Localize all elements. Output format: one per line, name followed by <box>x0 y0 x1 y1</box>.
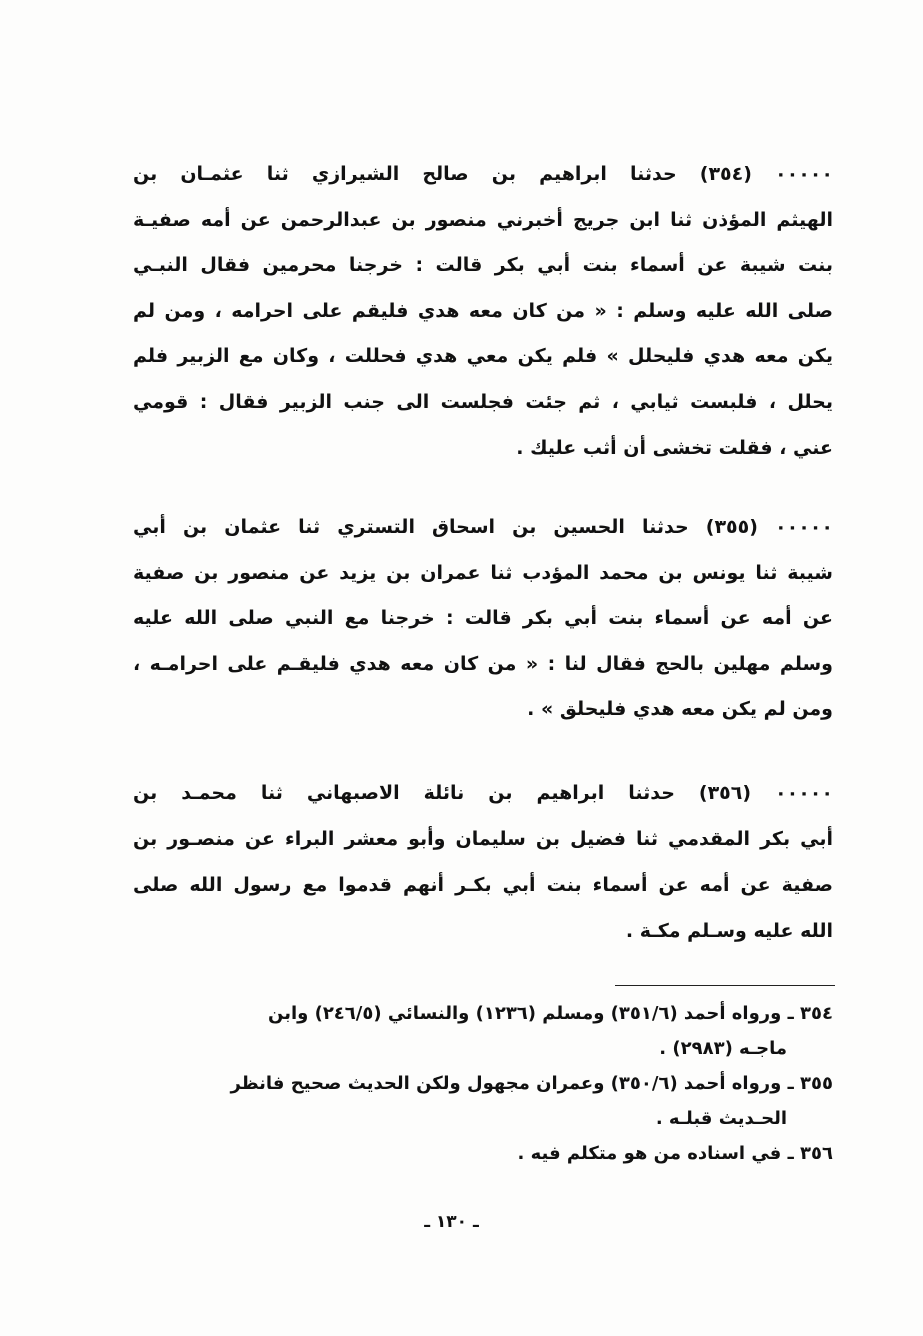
text-line: الهيثم المؤذن ثنا ابن جريج أخبرني منصور بن عبدالرحمن عن أمه صفيـة <box>133 208 833 231</box>
text-line: الله عليه وسـلم مكـة . <box>625 920 833 942</box>
text-line: ٠٠٠٠٠ (٣٥٥) حدثنا الحسين بن اسحاق التستري ثنا عثمان بن أبي <box>133 516 833 538</box>
text-line: يحلل ، فلبست ثيابي ، ثم جئت فجلست الى جنب الزبير فقال : قومي <box>133 390 833 413</box>
text-line: عني ، فقلت تخشى أن أثب عليك . <box>516 436 833 459</box>
footnote-355-continuation: الحـديث قبلـه . <box>655 1108 787 1129</box>
footnote-354: ٣٥٤ ـ ورواه أحمد (٣٥١/٦) ومسلم (١٢٣٦) والنسائي (٢٤٦/٥) وابن <box>268 1003 833 1024</box>
text-line: ٠٠٠٠٠ (٣٥٤) حدثنا ابراهيم بن صالح الشيرازي ثنا عثمـان بن <box>133 163 833 185</box>
text-line: صلى الله عليه وسلم : « من كان معه هدي فليقم على احرامه ، ومن لم <box>133 299 833 322</box>
text-line: ومن لم يكن معه هدي فليحلق » . <box>527 698 833 720</box>
text-line: وسلم مهلين بالحج فقال لنا : « من كان معه هدي فليقـم على احرامـه ، <box>133 652 833 675</box>
text-line: ٠٠٠٠٠ (٣٥٦) حدثنا ابراهيم بن نائلة الاصبهاني ثنا محمـد بن <box>133 782 833 804</box>
text-line: شيبة ثنا يونس بن محمد المؤدب ثنا عمران بن يزيد عن منصور بن صفية <box>133 561 833 584</box>
hadith-356-paragraph <box>133 770 833 954</box>
text-line: أبي بكر المقدمي ثنا فضيل بن سليمان وأبو معشر البراء عن منصـور بن <box>133 828 833 850</box>
text-line: بنت شيبة عن أسماء بنت أبي بكر قالت : خرجنا محرمين فقال النبـي <box>133 254 833 277</box>
footnote-divider <box>615 985 835 986</box>
text-line: يكن معه هدي فليحلل » فلم يكن معي هدي فحللت ، وكان مع الزبير فلم <box>133 345 833 368</box>
footnotes-section <box>133 996 833 1171</box>
page-number: ـ ١٣٠ ـ <box>424 1212 479 1232</box>
text-line: صفية عن أمه عن أسماء بنت أبي بكـر أنهم قدموا مع رسول الله صلى <box>133 874 833 896</box>
footnote-356: ٣٥٦ ـ في اسناده من هو متكلم فيه . <box>517 1143 833 1164</box>
hadith-355-paragraph <box>133 505 833 733</box>
text-line: عن أمه عن أسماء بنت أبي بكر قالت : خرجنا مع النبي صلى الله عليه <box>133 607 833 629</box>
footnote-355: ٣٥٥ ـ ورواه أحمد (٣٥٠/٦) وعمران مجهول ولكن الحديث صحيح فانظر <box>230 1073 833 1094</box>
footnote-354-continuation: ماجـه (٢٩٨٣) . <box>659 1038 787 1059</box>
hadith-354-paragraph <box>133 152 833 471</box>
